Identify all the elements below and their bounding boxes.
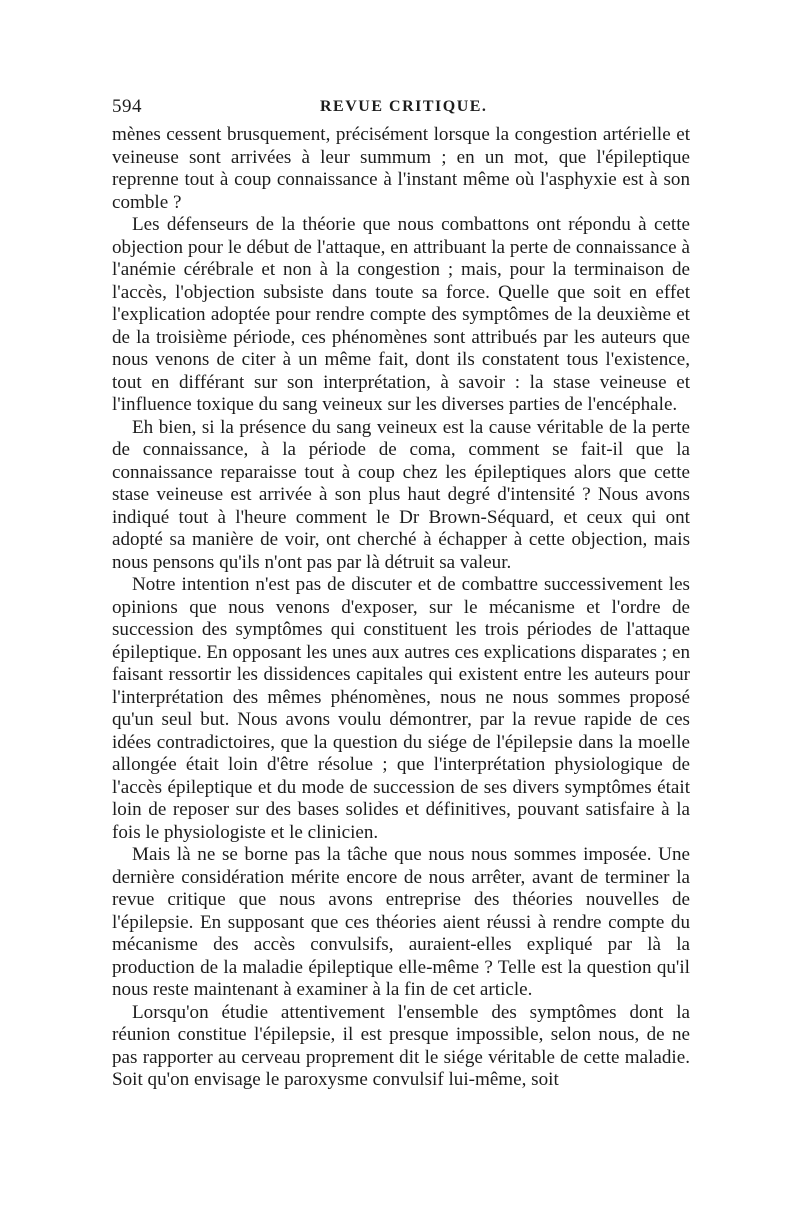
body-text	[112, 124, 690, 1092]
paragraph-3: Eh bien, si la présence du sang veineux est la cause véritable de la perte de connaissance, à la période de coma, comment se fait-il que la connaissance reparaisse tout à coup chez les épileptiques alors que cette stase veineuse est arrivée à son plus haut degré d'intensité ? Nous avons indiqué tout à l'heure comment le Dr Brown-Séquard, et ceux qui ont adopté sa manière de voir, ont cherché à échapper à cette objection, mais nous pensons qu'ils n'ont pas par là détruit sa valeur.	[112, 416, 690, 573]
paragraph-6: Lorsqu'on étudie attentivement l'ensemble des symptômes dont la réunion constitue l'épilepsie, il est presque impossible, selon nous, de ne pas rapporter au cerveau proprement dit le siége véritable de cette maladie. Soit qu'on envisage le paroxysme convulsif lui-même, soit	[112, 1001, 690, 1090]
paragraph-5: Mais là ne se borne pas la tâche que nous nous sommes imposée. Une dernière considération mérite encore de nous arrêter, avant de terminer la revue critique que nous avons entreprise des théories nouvelles de l'épilepsie. En supposant que ces théories aient réussi à rendre compte du mécanisme des accès convulsifs, auraient-elles expliqué par là la production de la maladie épileptique elle-même ? Telle est la question qu'il nous reste maintenant à examiner à la fin de cet article.	[112, 844, 690, 1000]
page-number: 594	[112, 96, 142, 117]
paragraph-4: Notre intention n'est pas de discuter et de combattre successivement les opinions que nous venons d'exposer, sur le mécanisme et l'ordre de succession des symptômes qui constituent les trois périodes de l'attaque épileptique. En opposant les unes aux autres ces explications disparates ; en faisant ressortir les dissidences capitales qui existent entre les auteurs pour l'interprétation des mêmes phénomènes, nous ne nous sommes proposé qu'un seul but. Nous avons voulu démontrer, par la revue rapide de ces idées contradictoires, que la question du siége de l'épilepsie dans la moelle allongée était loin d'être résolue ; que l'interprétation physiologique de l'accès épileptique et du mode de succession de ses divers symptômes était loin de reposer sur des bases solides et définitives, pouvant satisfaire à la fois le physiologiste et le clinicien.	[112, 574, 690, 843]
paragraph-1: mènes cessent brusquement, précisément lorsque la congestion artérielle et veineuse sont arrivées à leur summum ; en un mot, que l'épileptique reprenne tout à coup connaissance à l'instant même où l'asphyxie est à son comble ?	[112, 124, 690, 213]
running-title: REVUE CRITIQUE.	[320, 98, 488, 115]
paragraph-2: Les défenseurs de la théorie que nous combattons ont répondu à cette objection pour le début de l'attaque, en attribuant la perte de connaissance à l'anémie cérébrale et non à la congestion ; mais, pour la terminaison de l'accès, l'objection subsiste dans toute sa force. Quelle que soit en effet l'explication adoptée pour rendre compte des symptômes de la deuxième et de la troisième période, ces phénomènes sont attribués par les auteurs que nous venons de citer à un même fait, dont ils constatent tous l'existence, tout en différant sur son interprétation, à savoir : la stase veineuse et l'influence toxique du sang veineux sur les diverses parties de l'encéphale.	[112, 214, 690, 415]
page-header	[112, 96, 690, 120]
